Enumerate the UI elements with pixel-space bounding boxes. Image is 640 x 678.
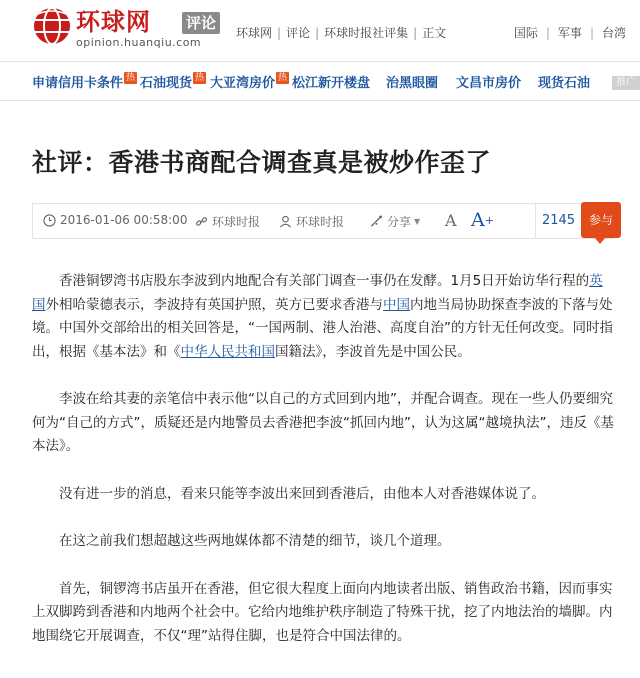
topnav-separator: |: [545, 26, 550, 40]
ad-link[interactable]: [210, 72, 289, 91]
plus-icon: +: [484, 213, 494, 227]
font-increase-label: A: [471, 209, 485, 231]
site-logo[interactable]: [32, 6, 232, 52]
logo-section-badge: 评论: [182, 12, 220, 34]
hot-badge: 热: [126, 73, 136, 83]
article-paragraph: [32, 270, 614, 364]
ad-link-label: 申请信用卡条件: [32, 76, 124, 91]
paragraph-text: 外相哈蒙德表示，李波持有英国护照，英方已要求香港与: [45, 296, 383, 313]
publish-time: [43, 213, 187, 227]
sponsored-links-bar: [0, 61, 640, 101]
ad-link[interactable]: 文昌市房价: [456, 76, 522, 91]
inline-keyword-link[interactable]: 中国: [383, 296, 410, 313]
user-icon: [279, 215, 292, 228]
ad-link[interactable]: [140, 72, 206, 91]
comment-count[interactable]: 2145: [535, 204, 581, 238]
breadcrumb-item-current: 正文: [422, 26, 447, 40]
topnav-item-taiwan[interactable]: 台湾: [601, 26, 626, 40]
topnav-separator: |: [589, 26, 594, 40]
link-icon: [195, 215, 208, 228]
logo-domain: opinion.huanqiu.com: [76, 36, 202, 49]
paragraph-text: 没有进一步的消息，看来只能等李波出来回到香港后，由他本人对香港媒体说了。: [59, 485, 545, 502]
top-nav: [514, 24, 626, 41]
breadcrumb-item-editorials[interactable]: 环球时报社评集: [324, 26, 409, 40]
paragraph-text: 在这之前我们想超越这些两地媒体都不清楚的细节，谈几个道理。: [59, 533, 451, 549]
article-source[interactable]: [195, 213, 260, 230]
hot-badge: 热: [278, 73, 288, 83]
article-author: [279, 213, 344, 230]
breadcrumb-item-opinion[interactable]: 评论: [286, 26, 311, 40]
article-paragraph: [32, 578, 614, 649]
share-button[interactable]: [369, 213, 420, 230]
article-body: [32, 270, 614, 672]
logo-name: 环球网: [76, 8, 151, 36]
topnav-item-international[interactable]: 国际: [513, 26, 538, 40]
paragraph-text: 香港铜锣湾书店股东李波到内地配合有关部门调查一事仍在发酵。1月5日开始访华行程的: [59, 273, 590, 289]
ad-link[interactable]: 治黑眼圈: [386, 76, 439, 91]
inline-keyword-link[interactable]: 中华人民共和国: [180, 343, 275, 360]
join-discussion-button[interactable]: 参与: [581, 202, 621, 238]
article-paragraph: [32, 530, 614, 554]
article-info-bar: [32, 203, 614, 239]
site-header: [0, 0, 640, 60]
hot-badge: 热: [195, 73, 205, 83]
publish-time-text: 2016-01-06 00:58:00: [60, 213, 188, 227]
ad-link-label: 石油现货: [140, 76, 193, 91]
breadcrumb-separator: |: [413, 26, 418, 40]
clock-icon: [43, 214, 56, 227]
breadcrumb-item-home[interactable]: 环球网: [236, 26, 273, 40]
paragraph-text: 李波在给其妻的亲笔信中表示他“以自己的方式回到内地”，并配合调查。现在一些人仍要细究何为“自己的方式”，质疑还是内地警员去香港把李波“抓回内地”，认为这属“越境执法”，违反《基本法》。: [32, 391, 614, 454]
author-text: 环球时报: [296, 215, 345, 229]
topnav-item-military[interactable]: 军事: [557, 26, 582, 40]
source-text: 环球时报: [212, 215, 261, 229]
paragraph-text: 首先，铜锣湾书店虽开在香港，但它很大程度上面向内地读者出版、销售政治书籍，因而事实上双脚跨到香港和内地两个社会中。它给内地维护秩序制造了特殊干扰，挖了内地法治的墙脚。内地围绕它开展调查，不仅“理”站得住脚，也是符合中国法律的。: [32, 580, 613, 644]
breadcrumb-separator: |: [277, 26, 282, 40]
font-increase-button[interactable]: [471, 209, 494, 231]
globe-logo-icon: [32, 6, 72, 46]
inline-keyword-link[interactable]: 英国: [32, 273, 603, 313]
paragraph-text: 国籍法》，李波首先是中国公民。: [275, 343, 471, 360]
share-label: 分享: [387, 215, 412, 229]
ad-link[interactable]: [32, 72, 137, 91]
article-paragraph: [32, 483, 614, 507]
promo-badge: 推广: [612, 76, 640, 90]
chevron-down-icon: ▼: [414, 217, 421, 226]
article-paragraph: [32, 388, 614, 459]
article-title: 社评：香港书商配合调查真是被炒作歪了: [32, 148, 492, 177]
ad-link[interactable]: 松江新开楼盘: [292, 76, 371, 91]
ad-link[interactable]: 现货石油: [538, 76, 591, 91]
ad-link-label: 大亚湾房价: [210, 76, 276, 91]
breadcrumb: [236, 24, 446, 41]
paragraph-text: 内地当局协助探查李波的下落与处境。中国外交部给出的相关回答是，“一国两制、港人治港、高度自治”的方针无任何改变。同时指出，根据《基本法》和《: [32, 296, 613, 360]
font-decrease-button[interactable]: A: [445, 211, 457, 230]
share-icon: [369, 215, 383, 228]
breadcrumb-separator: |: [315, 26, 320, 40]
